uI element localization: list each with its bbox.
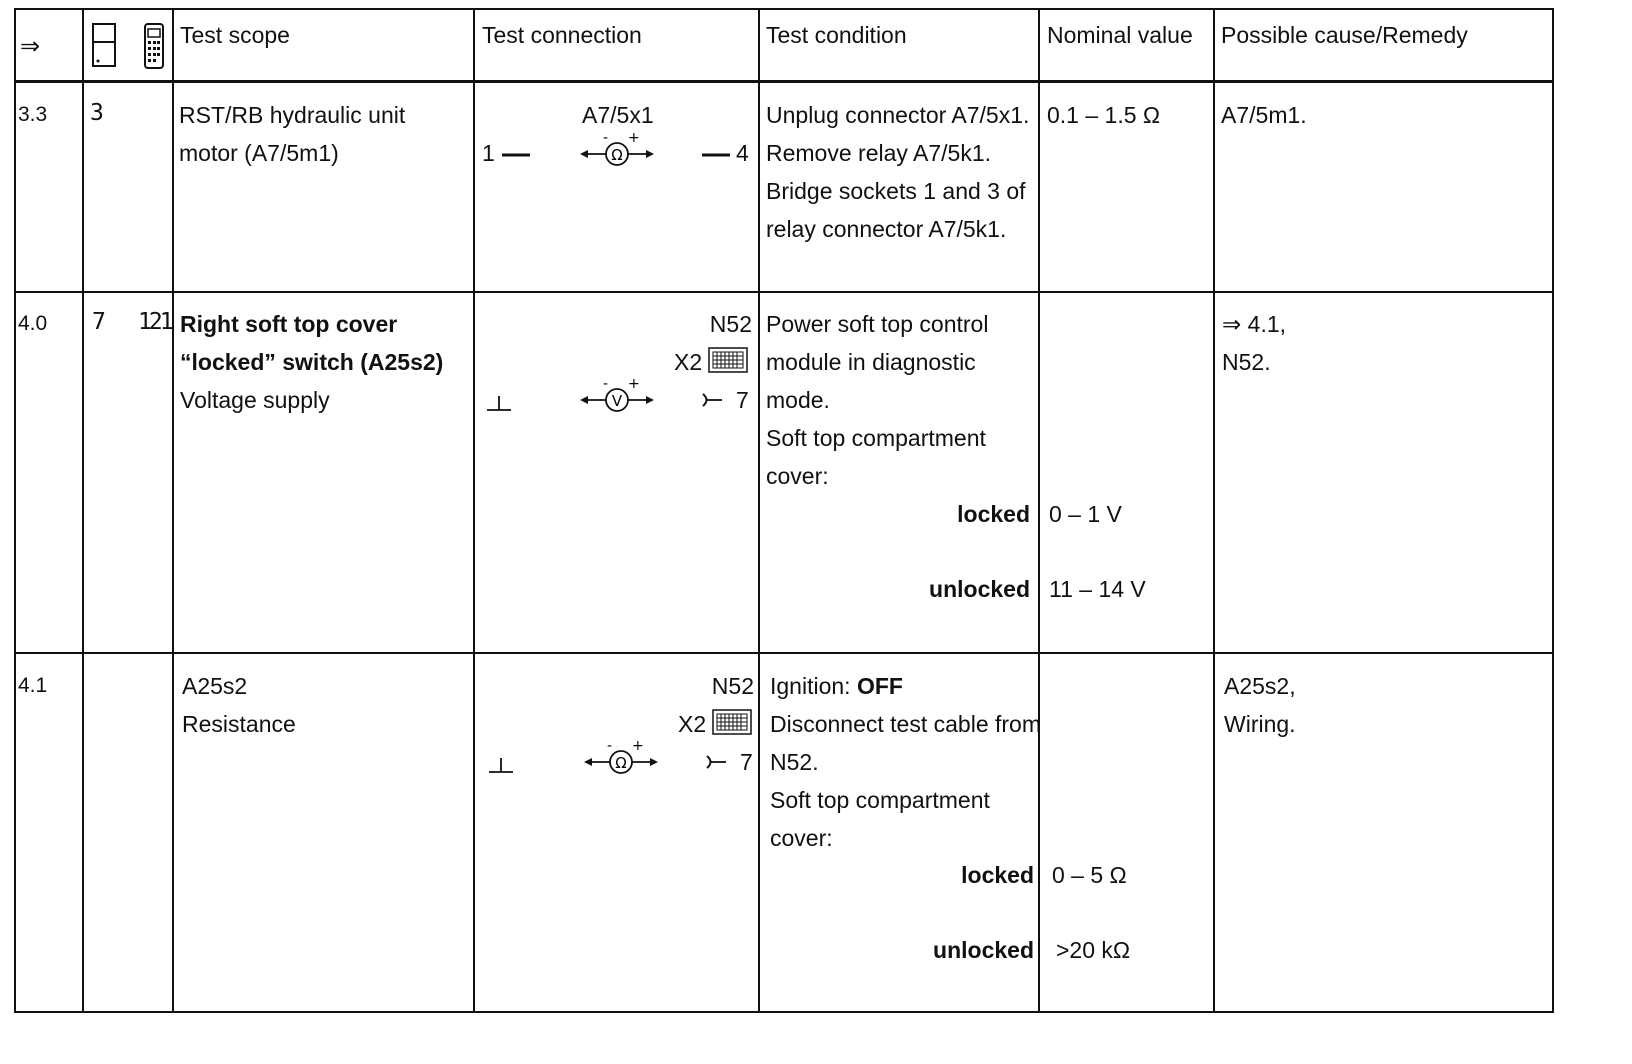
- pin-left-line: [500, 150, 532, 160]
- pin-left: 1: [482, 140, 495, 166]
- svg-text:+: +: [632, 738, 644, 754]
- step-number: 3.3: [18, 103, 48, 126]
- nominal-value: 0 – 1 V: [1049, 501, 1122, 527]
- scope-line: RST/RB hydraulic unit: [179, 102, 406, 128]
- condition-line: cover:: [770, 825, 833, 851]
- remedy-line: Wiring.: [1224, 711, 1296, 737]
- condition-line: module in diagnostic: [766, 349, 976, 375]
- col-divider: [473, 10, 475, 1011]
- condition-line: Unplug connector A7/5x1.: [766, 102, 1030, 128]
- socket-icon: [700, 392, 724, 408]
- svg-text:-: -: [603, 130, 609, 146]
- fault-code: 121: [138, 309, 171, 335]
- nominal-value: >20 kΩ: [1056, 937, 1131, 963]
- header-test-connection: Test connection: [482, 22, 642, 48]
- module-label: N52: [711, 673, 754, 699]
- meter-symbol: V: [611, 392, 623, 410]
- col-divider: [1213, 10, 1215, 1011]
- control-module-icon: [90, 22, 120, 70]
- condition-line: Remove relay A7/5k1.: [766, 140, 992, 166]
- connector-block-icon: [708, 347, 750, 375]
- connector-label: X2: [678, 711, 707, 737]
- scope-line: motor (A7/5m1): [179, 140, 339, 166]
- fault-code: 3: [90, 100, 104, 126]
- svg-text:-: -: [607, 738, 613, 754]
- state-label: locked: [957, 501, 1030, 527]
- ground-icon: [484, 392, 514, 414]
- connector-label: A7/5x1: [582, 102, 654, 128]
- svg-text:+: +: [628, 130, 640, 146]
- scope-title: Right soft top cover: [180, 311, 398, 337]
- pin-right-line: [700, 150, 732, 160]
- condition-line: Soft top compartment: [766, 425, 986, 451]
- scope-line: Voltage supply: [180, 387, 330, 413]
- svg-text:+: +: [628, 376, 640, 392]
- meter-symbol: Ω: [611, 146, 623, 164]
- condition-line: Power soft top control: [766, 311, 989, 337]
- pin-number: 7: [740, 749, 753, 775]
- header-test-scope: Test scope: [180, 22, 290, 48]
- step-number: 4.0: [18, 312, 48, 335]
- condition-line: Ignition: OFF: [770, 673, 903, 699]
- header-possible-cause: Possible cause/Remedy: [1221, 22, 1468, 48]
- col-divider: [172, 10, 174, 1011]
- fault-code: 7: [92, 309, 106, 335]
- state-label: locked: [961, 862, 1034, 888]
- state-label: unlocked: [933, 937, 1034, 963]
- condition-line: Disconnect test cable from: [770, 711, 1042, 737]
- ground-icon: [486, 754, 516, 776]
- socket-icon: [704, 754, 728, 770]
- scope-line: A25s2: [182, 673, 248, 699]
- remedy-line: N52.: [1222, 349, 1271, 375]
- svg-text:-: -: [603, 376, 609, 392]
- module-label: N52: [709, 311, 752, 337]
- col-divider: [758, 10, 760, 1011]
- remedy-line: A7/5m1.: [1221, 102, 1307, 128]
- ohmmeter-icon: [582, 738, 662, 782]
- col-divider: [82, 10, 84, 1011]
- meter-symbol: Ω: [615, 754, 627, 772]
- nominal-value: 0.1 – 1.5 Ω: [1047, 102, 1161, 128]
- condition-line: N52.: [770, 749, 819, 775]
- state-label: unlocked: [929, 576, 1030, 602]
- header-test-condition: Test condition: [766, 22, 907, 48]
- scope-line: Resistance: [182, 711, 296, 737]
- condition-line: relay connector A7/5k1.: [766, 216, 1007, 242]
- connector-block-icon: [712, 709, 754, 737]
- condition-line: cover:: [766, 463, 829, 489]
- pin-right: 4: [736, 140, 749, 166]
- remedy-line: A25s2,: [1224, 673, 1296, 699]
- nominal-value: 0 – 5 Ω: [1052, 862, 1127, 888]
- nominal-value: 11 – 14 V: [1049, 576, 1146, 602]
- scope-title: “locked” switch (A25s2): [180, 349, 444, 375]
- header-divider: [16, 80, 1552, 83]
- col-divider: [1038, 10, 1040, 1011]
- row-divider: [16, 652, 1552, 654]
- condition-line: mode.: [766, 387, 830, 413]
- connector-label: X2: [674, 349, 703, 375]
- test-table: [14, 8, 1554, 1013]
- ohmmeter-icon: [578, 130, 658, 174]
- row-divider: [16, 291, 1552, 293]
- header-arrow: ⇒: [20, 33, 41, 60]
- condition-line: Soft top compartment: [770, 787, 990, 813]
- step-number: 4.1: [18, 674, 48, 697]
- condition-line: Bridge sockets 1 and 3 of: [766, 178, 1026, 204]
- header-nominal-value: Nominal value: [1047, 22, 1193, 48]
- remedy-line: ⇒ 4.1,: [1222, 311, 1287, 337]
- voltmeter-icon: [578, 376, 658, 420]
- pin-number: 7: [736, 387, 749, 413]
- tester-icon: [142, 22, 170, 72]
